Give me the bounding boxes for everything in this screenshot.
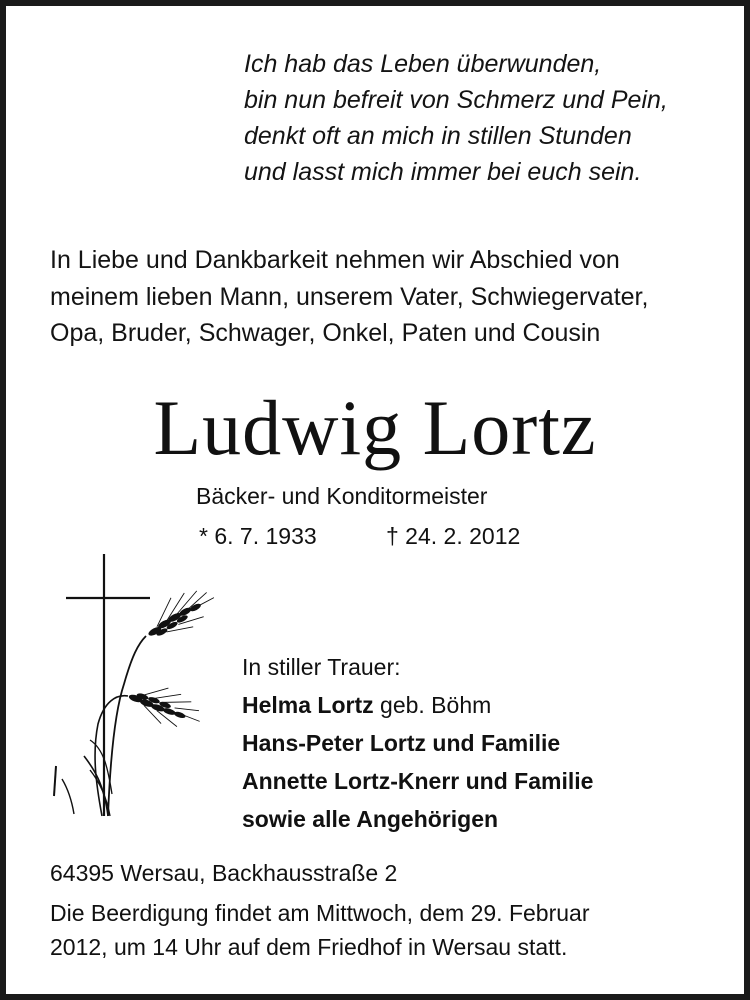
intro-line: meinem lieben Mann, unserem Vater, Schwiegervater, <box>50 282 649 311</box>
mourner-line <box>242 724 593 762</box>
mourner-line <box>242 800 593 838</box>
poem <box>244 46 668 190</box>
intro-line: In Liebe und Dankbarkeit nehmen wir Abschied von <box>50 246 620 274</box>
funeral-line: 2012, um 14 Uhr auf dem Friedhof in Wersau statt. <box>50 934 568 960</box>
mourner-name-bold: Hans-Peter Lortz und Familie <box>242 730 561 756</box>
mourner-name-bold: Helma Lortz <box>242 692 374 718</box>
intro-line: Opa, Bruder, Schwager, Onkel, Paten und Cousin <box>50 319 601 347</box>
mourner-line <box>242 686 593 724</box>
cross-with-wheat-icon <box>46 544 226 824</box>
mourners-block <box>242 648 593 838</box>
death-date: † 24. 2. 2012 <box>386 523 521 549</box>
poem-line: Ich hab das Leben überwunden, <box>244 50 602 78</box>
deceased-profession: Bäcker- und Konditormeister <box>196 483 488 509</box>
mourner-line <box>242 762 593 800</box>
mourner-maiden-name: geb. Böhm <box>373 692 492 718</box>
intro-text <box>50 242 648 352</box>
funeral-line: Die Beerdigung findet am Mittwoch, dem 29. Februar <box>50 900 590 926</box>
poem-line: denkt oft an mich in stillen Stunden <box>244 122 632 150</box>
deceased-name: Ludwig Lortz <box>153 384 597 471</box>
mourner-name-bold: Annette Lortz-Knerr und Familie <box>242 768 594 794</box>
mourner-name-bold: sowie alle Angehörigen <box>242 806 499 832</box>
mourners-heading: In stiller Trauer: <box>242 654 401 680</box>
birth-date: * 6. 7. 1933 <box>199 523 317 549</box>
family-address: 64395 Wersau, Backhausstraße 2 <box>50 860 398 886</box>
poem-line: und lasst mich immer bei euch sein. <box>244 158 642 186</box>
poem-line: bin nun befreit von Schmerz und Pein, <box>244 86 668 114</box>
funeral-info <box>50 896 590 964</box>
